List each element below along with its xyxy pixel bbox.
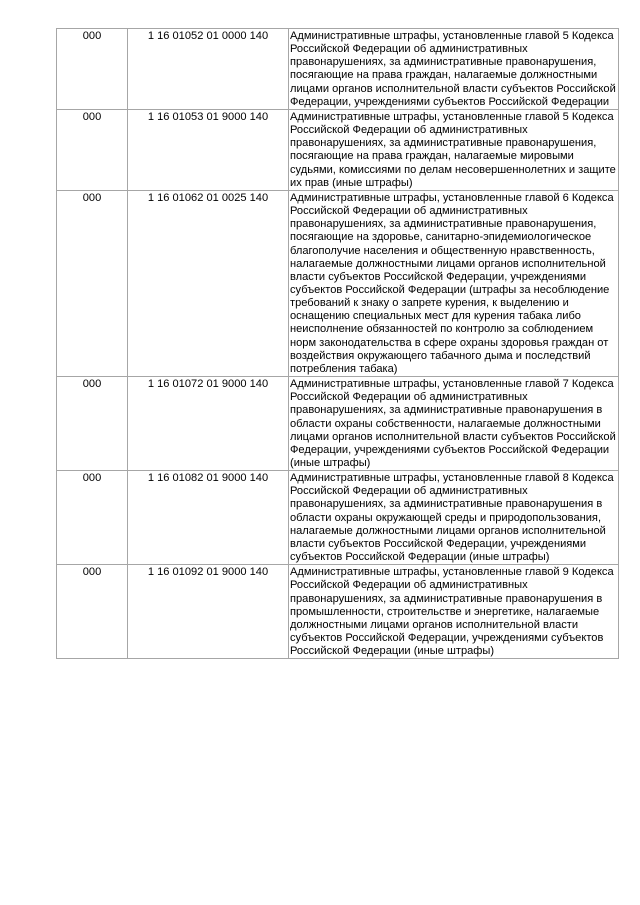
kbk-code-cell: 1 16 01062 01 0025 140	[128, 190, 289, 376]
table-row	[57, 565, 619, 659]
kbk-code-cell: 1 16 01092 01 9000 140	[128, 565, 289, 659]
description-cell: Административные штрафы, установленные главой 7 Кодекса Российской Федерации об административных правонарушениях, за административные правонарушения в области охраны собственности, налагаемые должностными лицами органов исполнительной власти субъектов Российской Федерации, учреждениями субъектов Российской Федерации (иные штрафы)	[289, 377, 619, 471]
description-cell: Административные штрафы, установленные главой 5 Кодекса Российской Федерации об административных правонарушениях, за административные правонарушения, посягающие на права граждан, налагаемые должностными лицами органов исполнительной власти субъектов Российской Федерации, учреждениями субъектов Российской Федерации	[289, 29, 619, 110]
table-row	[57, 190, 619, 376]
admin-code-cell: 000	[57, 190, 128, 376]
fines-table	[56, 28, 619, 659]
description-cell: Административные штрафы, установленные главой 9 Кодекса Российской Федерации об административных правонарушениях, за административные правонарушения в промышленности, строительстве и энергетике, налагаемые должностными лицами органов исполнительной власти субъектов Российской Федерации, учреждениями субъектов Российской Федерации (иные штрафы)	[289, 565, 619, 659]
admin-code-cell: 000	[57, 471, 128, 565]
admin-code-cell: 000	[57, 565, 128, 659]
admin-code-cell: 000	[57, 29, 128, 110]
kbk-code-cell: 1 16 01053 01 9000 140	[128, 109, 289, 190]
kbk-code-cell: 1 16 01082 01 9000 140	[128, 471, 289, 565]
kbk-code-cell: 1 16 01072 01 9000 140	[128, 377, 289, 471]
admin-code-cell: 000	[57, 109, 128, 190]
description-cell: Административные штрафы, установленные главой 8 Кодекса Российской Федерации об административных правонарушениях, за административные правонарушения в области охраны окружающей среды и природопользования, налагаемые должностными лицами органов исполнительной власти субъектов Российской Федерации, учреждениями субъектов Российской Федерации (иные штрафы)	[289, 471, 619, 565]
admin-code-cell: 000	[57, 377, 128, 471]
table-row	[57, 109, 619, 190]
table-row	[57, 377, 619, 471]
table-row	[57, 29, 619, 110]
description-cell: Административные штрафы, установленные главой 5 Кодекса Российской Федерации об административных правонарушениях, за административные правонарушения, посягающие на права граждан, налагаемые мировыми судьями, комиссиями по делам несовершеннолетних и защите их прав (иные штрафы)	[289, 109, 619, 190]
kbk-code-cell: 1 16 01052 01 0000 140	[128, 29, 289, 110]
table-row	[57, 471, 619, 565]
description-cell: Административные штрафы, установленные главой 6 Кодекса Российской Федерации об административных правонарушениях, за административные правонарушения, посягающие на здоровье, санитарно-эпидемиологическое благополучие населения и общественную нравственность, налагаемые должностными лицами органов исполнительной власти субъектов Российской Федерации, учреждениями субъектов Российской Федерации (штрафы за несоблюдение требований к знаку о запрете курения, к выделению и оснащению специальных мест для курения табака либо неисполнение обязанностей по контролю за соблюдением норм законодательства в сфере охраны здоровья граждан от воздействия окружающего табачного дыма и последствий потребления табака)	[289, 190, 619, 376]
